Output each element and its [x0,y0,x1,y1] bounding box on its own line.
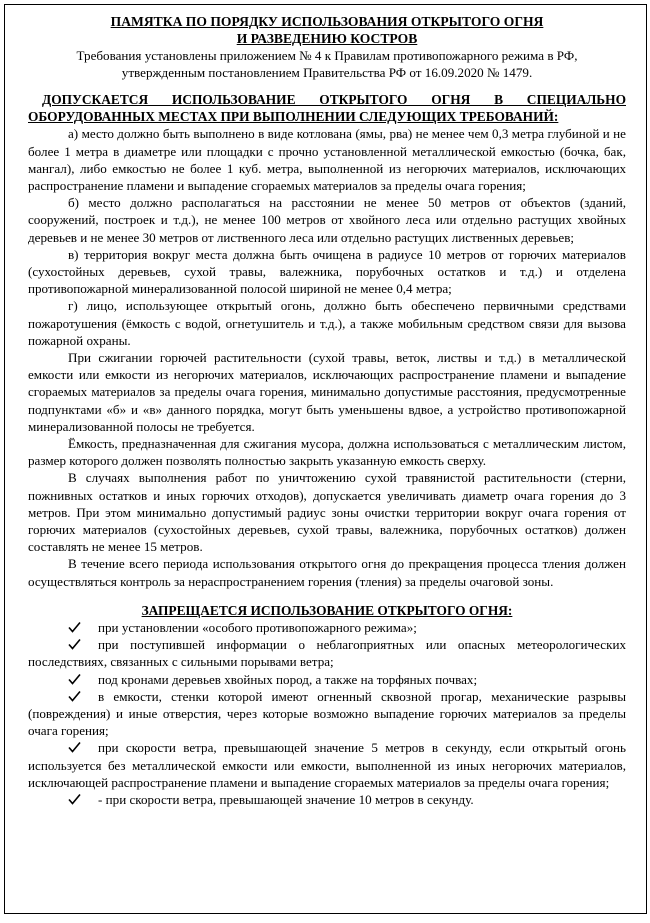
memo-subtitle [28,47,626,81]
list-item [28,739,626,791]
allowed-paragraph-a: а) место должно быть выполнено в виде котлована (ямы, рва) не менее чем 0,3 метра глубиной и не более 1 метра в диаметре или площадки с прочно установленной металлической емкостью (бочка, бак, мангал), либо емкостью не более 1 куб. метра, выполненной из негорючих материалов, исключающих распространение пламени и выпадение сгораемых материалов за пределы очага горения; [28,126,626,194]
checkmark-icon [68,791,98,808]
memo-title [28,13,626,47]
subtitle-line-2: утвержденным постановлением Правительства РФ от 16.09.2020 № 1479. [121,65,533,81]
checkmark-icon [68,739,98,756]
list-item [28,619,626,636]
list-item-text: под кронами деревьев хвойных пород, а также на торфяных почвах; [98,671,478,687]
list-item-text: - при скорости ветра, превышающей значение 10 метров в секунду. [98,791,474,807]
title-line-1: ПАМЯТКА ПО ПОРЯДКУ ИСПОЛЬЗОВАНИЯ ОТКРЫТОГО ОГНЯ [110,14,544,29]
allowed-paragraph-b: б) место должно располагаться на расстоянии не менее 50 метров от объектов (зданий, сооружений, построек и т.д.), не менее 100 метров от хвойного леса или отдельно растущих хвойных деревьев и не менее 30 метров от лиственного леса или отдельно растущих лиственных деревьев; [28,195,626,245]
checkmark-icon [68,619,98,636]
prohibited-heading: ЗАПРЕЩАЕТСЯ ИСПОЛЬЗОВАНИЕ ОТКРЫТОГО ОГНЯ: [141,602,513,618]
allowed-section [28,125,626,589]
allowed-heading: ДОПУСКАЕТСЯ ИСПОЛЬЗОВАНИЕ ОТКРЫТОГО ОГНЯ В СПЕЦИАЛЬНО ОБОРУДОВАННЫХ МЕСТАХ ПРИ ВЫПОЛНЕНИИ СЛЕДУЮЩИХ ТРЕБОВАНИЙ: [28,92,626,125]
prohibited-list [28,619,626,808]
list-item-text: при скорости ветра, превышающей значение 5 метров в секунду, если открытый огонь используется без металлической емкости или емкости, выполненной из иных негорючих материалов, исключающей распространение пламени и выпадение сгораемых материалов за пределы очага горения; [28,740,626,790]
subtitle-line-1: Требования установлены приложением № 4 к Правилам противопожарного режима в РФ, [76,48,578,63]
container-lid-paragraph: Ёмкость, предназначенная для сжигания мусора, должна использоваться с металлическим листом, размер которого должен позволять полностью закрыть указанную емкость сверху. [28,436,626,469]
memo-page [4,4,647,914]
checkmark-icon [68,688,98,705]
grass-burning-paragraph: В случаях выполнения работ по уничтожению сухой травянистой растительности (стерни, пожнивных остатков и иных горючих отходов), допускается увеличивать диаметр очага горения до 3 метров. При этом минимально допустимый радиус зоны очистки территории вокруг очага горения от горючих материалов (сухостойных деревьев, сухой травы, валежника, порубочных остатков) должен составлять не менее 15 метров. [28,470,626,555]
list-item [28,791,626,808]
list-item-text: в емкости, стенки которой имеют огненный сквозной прогар, механические разрывы (повреждения) и иные отверстия, через которые возможно выпадение горючих материалов за пределы очага горения; [28,688,626,739]
allowed-paragraph-c: в) территория вокруг места должна быть очищена в радиусе 10 метров от горючих материалов (сухостойных деревьев, сухой травы, валежника, порубочных остатков и т.д.) и отделена противопожарной минерализованной полосой шириной не менее 0,4 метра; [28,246,626,297]
control-paragraph: В течение всего периода использования открытого огня до прекращения процесса тления должен осуществляться контроль за нераспространением горения (тления) за пределы очаговой зоны. [28,556,626,589]
checkmark-icon [68,671,98,688]
list-item-text: при поступившей информации о неблагоприятных или опасных метеорологических последствиях, связанных с сильными порывами ветра; [28,637,626,670]
checkmark-icon [68,636,98,653]
title-line-2: И РАЗВЕДЕНИЮ КОСТРОВ [236,31,418,46]
list-item [28,671,626,688]
list-item [28,636,626,670]
list-item [28,688,626,740]
list-item-text: при установлении «особого противопожарного режима»; [98,619,417,635]
allowed-paragraph-d: г) лицо, использующее открытый огонь, должно быть обеспечено первичными средствами пожаротушения (ёмкость с водой, огнетушитель и т.д.), а также мобильным средством связи для вызова пожарной охраны. [28,298,626,348]
burning-vegetation-paragraph: При сжигании горючей растительности (сухой травы, веток, листвы и т.д.) в металлической емкости или емкости из негорючих материалов, исключающих распространение пламени и выпадение сгораемых материалов за пределы очага горения, минимально допустимые расстояния, предусмотренные подпунктами «б» и «в» данного порядка, могут быть уменьшены вдвое, а устройство противопожарной минерализованной полосы не требуется. [28,350,626,434]
